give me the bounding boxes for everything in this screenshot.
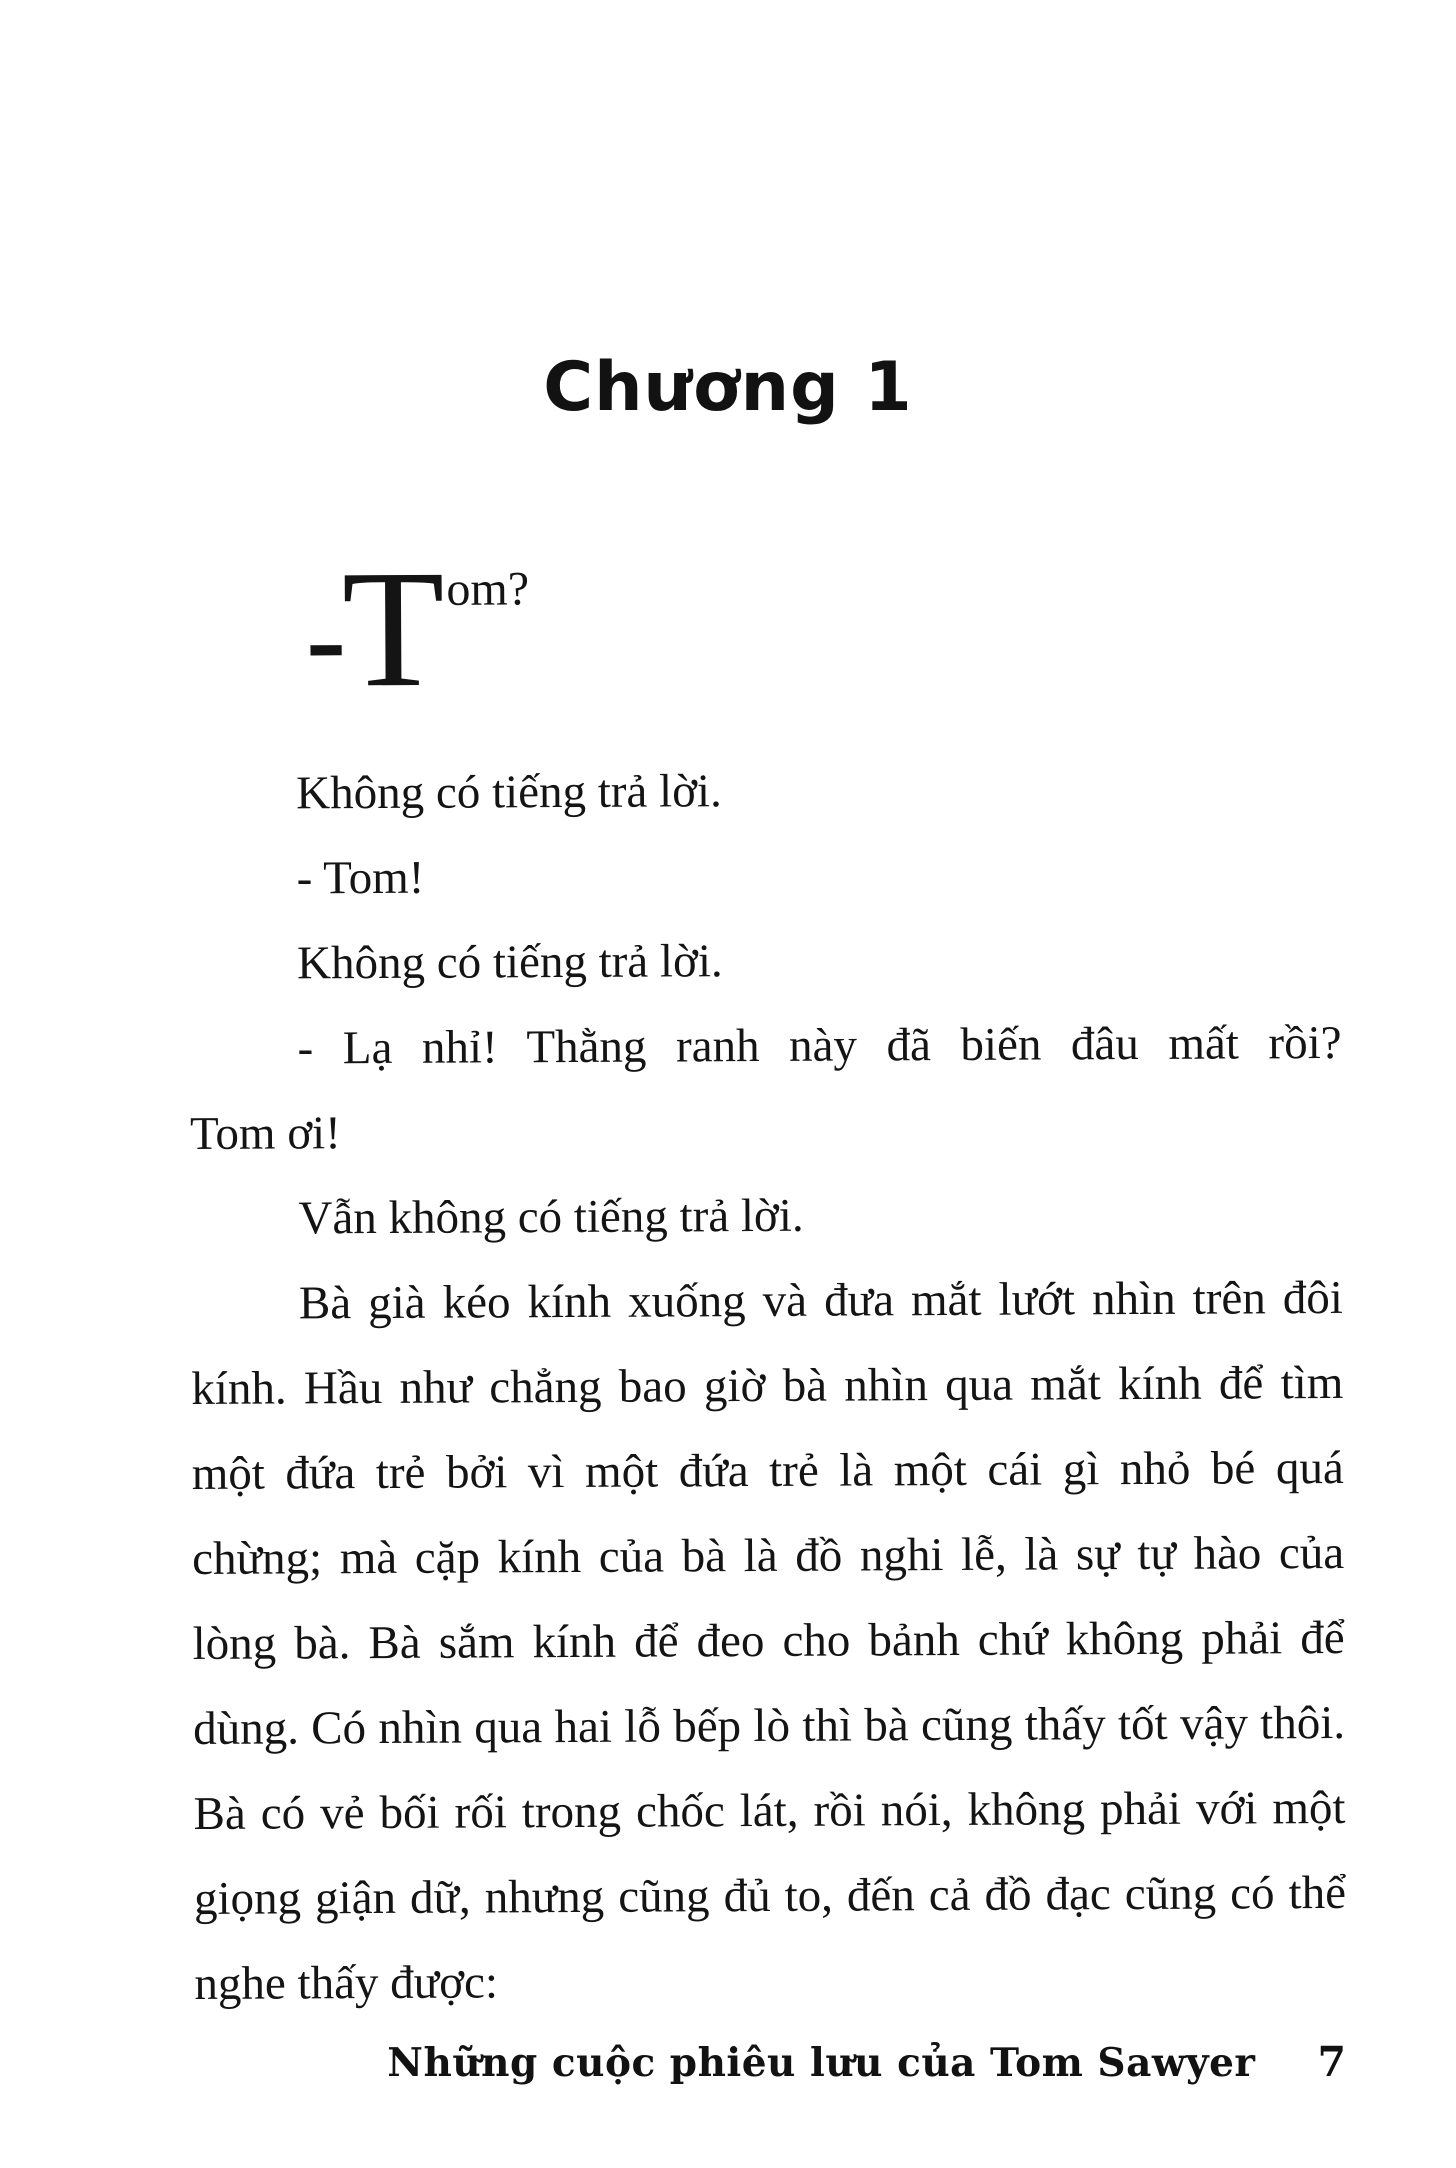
page-footer: [0, 2038, 1456, 2086]
paragraph-ba-gia: Bà già kéo kính xuống và đưa mắt lướt nhìn trên đôi kính. Hầu như chẳng bao giờ bà nhìn qua mắt kính để tìm một đứa trẻ bởi vì một đứa trẻ là một cái gì nhỏ bé quá chừng; mà cặp kính của bà là đồ nghi lễ, là sự tự hào của lòng bà. Bà sắm kính để đeo cho bảnh chứ không phải để dùng. Có nhìn qua hai lỗ bếp lò thì bà cũng thấy tốt vậy thôi. Bà có vẻ bối rối trong chốc lát, rồi nói, không phải với một giọng giận dữ, nhưng cũng đủ to, đến cả đồ đạc cũng có thể nghe thấy được:: [191, 1271, 1347, 2010]
footer-book-title: Những cuộc phiêu lưu của Tom Sawyer: [387, 2040, 1256, 2086]
footer-page-number: 7: [1317, 2038, 1346, 2086]
dropcap-initial: T: [341, 535, 446, 723]
paragraph-no-answer-2: Không có tiếng trả lời.: [296, 935, 723, 990]
dialogue-dash: -: [305, 571, 343, 705]
paragraph-no-answer-1: Không có tiếng trả lời.: [296, 765, 722, 820]
paragraph-la-nhi-line1: - Lạ nhỉ! Thằng ranh này đã biến đâu mất rồi?: [297, 1016, 1342, 1075]
opening-dropcap-line: [305, 535, 530, 723]
chapter-title: Chương 1: [543, 348, 913, 427]
paragraph-still-no-answer: Vẫn không có tiếng trả lời.: [298, 1189, 804, 1245]
paragraph-call-tom: - Tom!: [296, 851, 425, 905]
body-text: [188, 746, 1347, 2027]
paragraph-la-nhi-line2: Tom ơi!: [189, 1107, 341, 1160]
dropcap-continuation: om?: [446, 562, 530, 616]
